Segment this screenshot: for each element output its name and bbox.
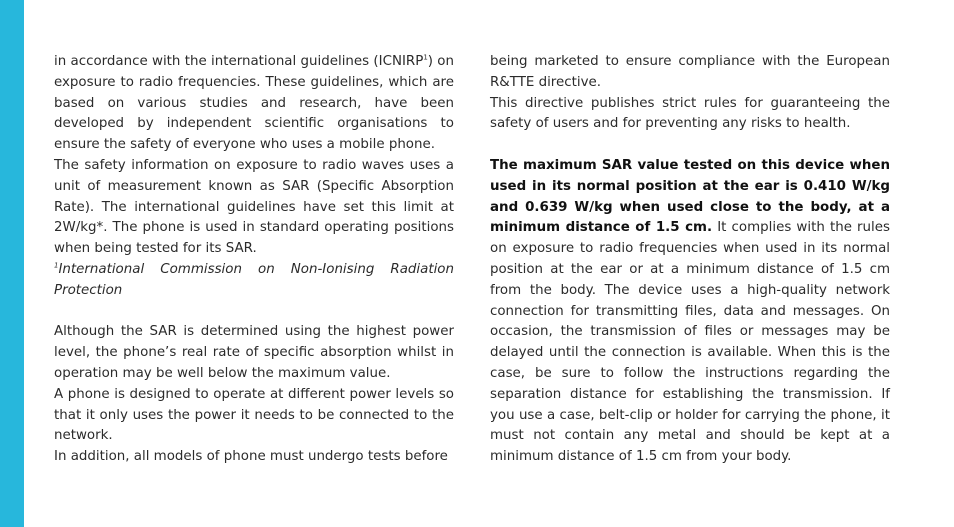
paragraph-max-sar bbox=[490, 156, 890, 468]
paragraph-gap bbox=[490, 135, 890, 156]
paragraph-tests: In addition, all models of phone must undergo tests before bbox=[54, 449, 448, 465]
footnote-marker: 1 bbox=[423, 53, 428, 62]
paragraph-text: in accordance with the international guidelines (ICNIRP bbox=[54, 54, 424, 69]
side-accent-bar bbox=[0, 0, 24, 527]
paragraph-marketed: being marketed to ensure compliance with the European R&TTE directive. bbox=[490, 54, 890, 90]
right-text-column bbox=[490, 52, 890, 468]
paragraph-icnirp bbox=[54, 52, 454, 156]
paragraph-directive: This directive publishes strict rules for guaranteeing the safety of users and for preventing any risks to health. bbox=[490, 95, 890, 132]
footnote bbox=[54, 260, 454, 302]
footnote-marker: 1 bbox=[54, 261, 59, 270]
max-sar-highlight: The maximum SAR value tested on this device when used in its normal position at the ear is 0.410 W/kg and 0.639 W/kg when used close to the body, at a minimum distance of 1.5 cm. bbox=[490, 157, 890, 236]
paragraph-sar-info: The safety information on exposure to radio waves uses a unit of measurement known as SAR (Specific Absorption Rate). The international guidelines have set this limit at 2W/kg*. The phone is used in standard operating positions when being tested for its SAR. bbox=[54, 157, 454, 257]
footnote-text: International Commission on Non-Ionising Radiation Protection bbox=[54, 261, 454, 298]
paragraph-text: It complies with the rules on exposure to radio frequencies when used in its normal position at the ear or at a minimum distance of 1.5 cm from the body. The device uses a high-quality network connection for transmitting files, data and messages. On occasion, the transmission of files or messages may be delayed until the connection is available. When this is the case, be sure to follow the instructions regarding the separation distance for establishing the transmission. If you use a case, belt-clip or holder for carrying the phone, it must not contain any metal and should be kept at a minimum distance of 1.5 cm from your body. bbox=[490, 220, 890, 465]
paragraph-power-levels: A phone is designed to operate at different power levels so that it only uses the power it needs to be connected to the network. bbox=[54, 386, 454, 444]
paragraph-sar-determined: Although the SAR is determined using the highest power level, the phone’s real rate of specific absorption whilst in operation may be well below the maximum value. bbox=[54, 324, 454, 381]
paragraph-text: ) on exposure to radio frequencies. These guidelines, which are based on various studies and research, have been developed by independent scientific organisations to ensure the safety of everyone who uses a mobile phone. bbox=[54, 54, 454, 153]
paragraph-gap bbox=[54, 302, 454, 323]
left-text-column bbox=[54, 52, 454, 468]
